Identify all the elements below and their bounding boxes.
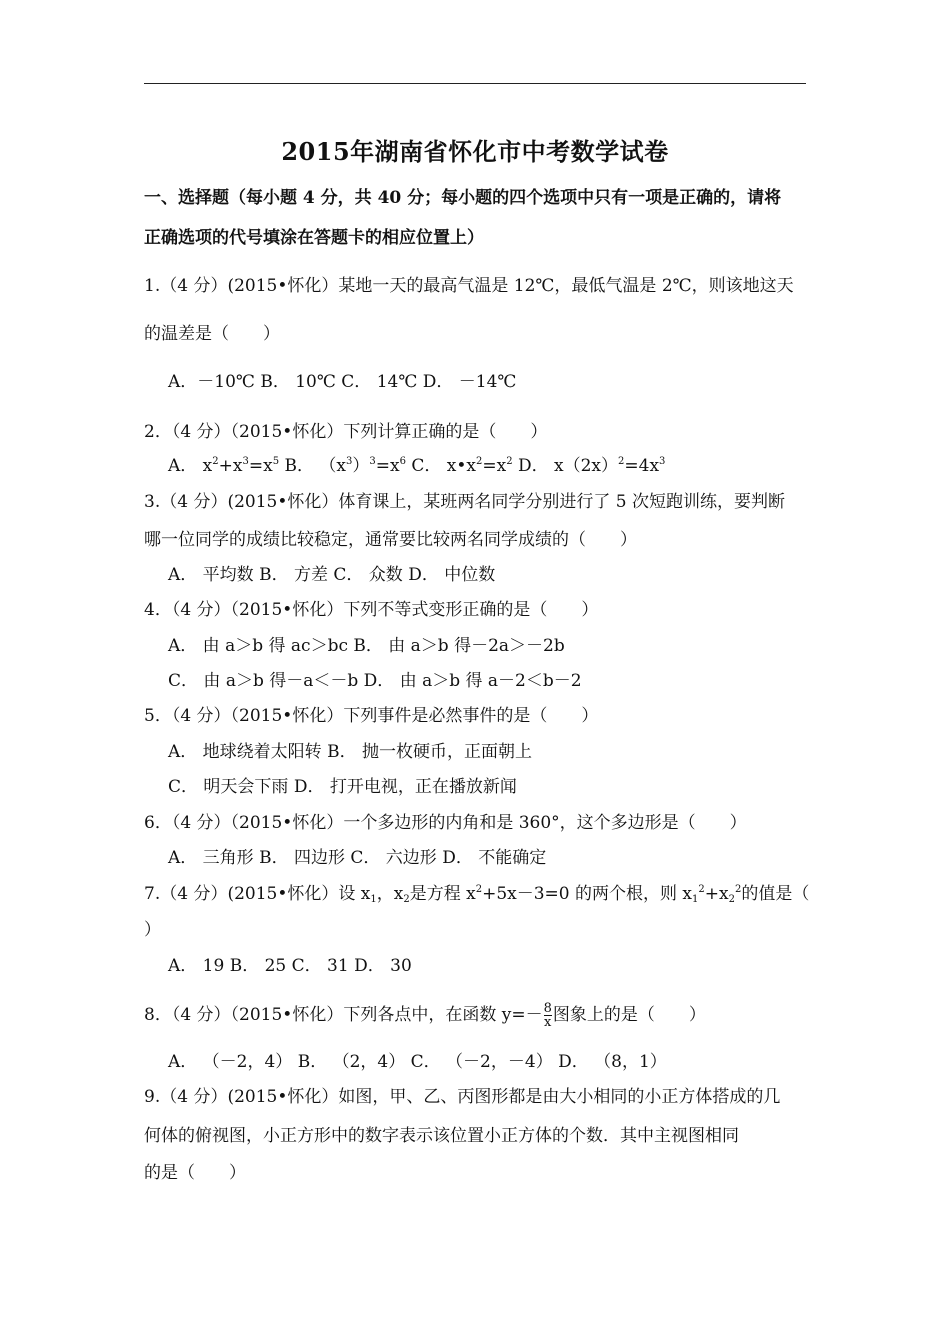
question-9-line1: 9.（4 分）(2015•怀化）如图，甲、乙、丙图形都是由大小相同的小正方体搭成的几 <box>144 1087 781 1107</box>
question-7-line2: ） <box>144 920 161 940</box>
question-5-options-cd: C． 明天会下雨 D． 打开电视，正在播放新闻 <box>168 777 517 797</box>
question-2-options: A． $x^2+x^3=x^5$ B． $(x^3)^3=x^6$ C． $x•x^2=x^2$ D． $x(2x)^2=4x^3$ <box>168 456 666 476</box>
header-rule <box>144 83 806 84</box>
section-heading-line2: 正确选项的代号填涂在答题卡的相应位置上） <box>144 228 484 248</box>
question-3-options: A． 平均数 B． 方差 C． 众数 D． 中位数 <box>168 565 496 585</box>
question-5-stem: 5．（4 分）（2015•怀化）下列事件是必然事件的是（ ） <box>144 706 599 726</box>
question-7-options: A． 19 B． 25 C． 31 D． 30 <box>168 956 412 976</box>
question-4-options-ab: A． 由 a＞b 得 ac＞bc B． 由 a＞b 得－2a＞－2b <box>168 636 565 656</box>
question-9-line2: 何体的俯视图，小正方形中的数字表示该位置小正方体的个数．其中主视图相同 <box>144 1126 739 1146</box>
question-4-stem: 4．（4 分）（2015•怀化）下列不等式变形正确的是（ ） <box>144 600 599 620</box>
question-6-options: A． 三角形 B． 四边形 C． 六边形 D． 不能确定 <box>168 848 547 868</box>
fraction: $\frac{8}{x}$ <box>543 1001 552 1030</box>
question-2-stem: 2．（4 分）（2015•怀化）下列计算正确的是（ ） <box>144 422 548 442</box>
question-8-stem: 8．（4 分）（2015•怀化）下列各点中，在函数 y=－ $\frac{8}{x}$ 图象上的是（ ） <box>144 1001 706 1030</box>
question-7-line1: 7.（4 分）(2015•怀化）设 $x_1$，$x_2$是方程 $x^2+5x-3=0$ 的两个根，则 $x_1^2+x_2^2$的值是（ <box>144 884 810 905</box>
question-3-line2: 哪一位同学的成绩比较稳定，通常要比较两名同学成绩的（ ） <box>144 530 637 550</box>
question-1-line1: 1.（4 分）(2015•怀化）某地一天的最高气温是 12℃，最低气温是 2℃，则该地这天 <box>144 276 794 296</box>
question-5-options-ab: A． 地球绕着太阳转 B． 抛一枚硬币，正面朝上 <box>168 742 532 762</box>
question-1-line2: 的温差是（ ） <box>144 324 280 344</box>
section-heading-line1: 一、选择题（每小题 4 分，共 40 分；每小题的四个选项中只有一项是正确的，请将 <box>144 188 782 208</box>
question-3-line1: 3.（4 分）(2015•怀化）体育课上，某班两名同学分别进行了 5 次短跑训练，要判断 <box>144 492 785 512</box>
page-title: 2015年湖南省怀化市中考数学试卷 <box>281 137 669 166</box>
question-1-options: A．－10℃ B． 10℃ C． 14℃ D． －14℃ <box>168 372 517 392</box>
question-4-options-cd: C． 由 a＞b 得－a＜－b D． 由 a＞b 得 a－2＜b－2 <box>168 671 582 691</box>
question-8-options: A． （－2，4） B． （2，4） C． （－2，－4） D． （8，1） <box>168 1052 667 1072</box>
question-9-line3: 的是（ ） <box>144 1163 246 1183</box>
question-6-stem: 6．（4 分）（2015•怀化）一个多边形的内角和是 360°，这个多边形是（ ） <box>144 813 747 833</box>
